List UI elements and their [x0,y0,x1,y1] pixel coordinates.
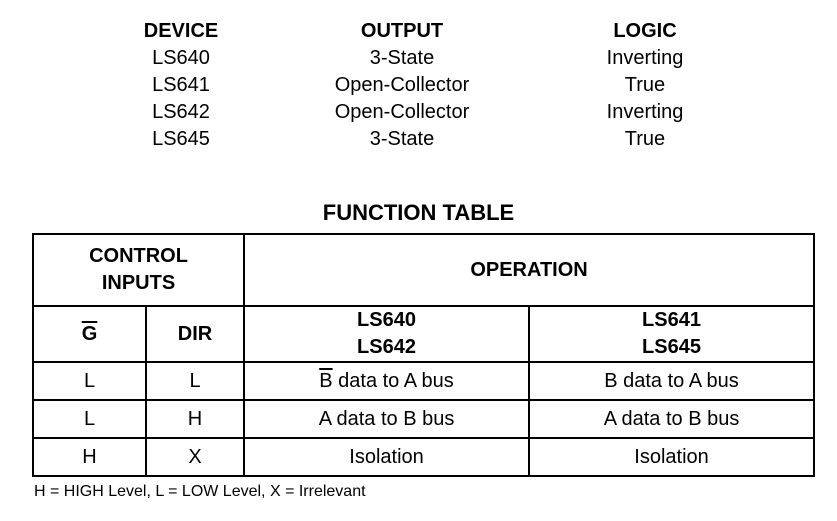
dir-cell: X [146,438,244,476]
g-cell: L [33,400,146,438]
group1-header [244,306,529,362]
table-header-row [33,234,814,306]
op1-text: data to A bus [332,369,454,392]
device-output: 3-State [369,128,435,150]
dir-cell: L [146,362,244,400]
function-table-title: FUNCTION TABLE [322,200,515,225]
op2-cell: Isolation [529,438,814,476]
op2-cell: B data to A bus [529,362,814,400]
g-cell: H [33,438,146,476]
table-row [33,400,814,438]
device-name: LS645 [152,128,210,150]
device-list [0,18,837,153]
op1-cell: A data to B bus [244,400,529,438]
device-row [0,45,837,72]
device-output: Open-Collector [334,101,470,123]
operation-header: OPERATION [244,234,814,306]
op1-cell [244,362,529,400]
control-inputs-line2: INPUTS [101,272,176,294]
device-name: LS640 [152,47,210,69]
device-name: LS641 [152,74,210,96]
device-output: 3-State [369,47,435,69]
dir-header: DIR [146,306,244,362]
device-logic: True [624,128,666,150]
device-logic: Inverting [606,101,684,123]
g-header [33,306,146,362]
table-row [33,438,814,476]
g-cell: L [33,362,146,400]
device-row [0,126,837,153]
device-logic: Inverting [606,47,684,69]
function-table [32,233,815,477]
device-header: DEVICE [143,20,219,42]
output-header: OUTPUT [360,20,444,42]
group2-line1: LS641 [642,309,701,331]
device-output: Open-Collector [334,74,470,96]
op1-cell: Isolation [244,438,529,476]
op2-cell: A data to B bus [529,400,814,438]
table-row [33,362,814,400]
group1-line2: LS642 [357,336,416,358]
device-list-header [0,18,837,45]
device-row [0,99,837,126]
device-name: LS642 [152,101,210,123]
dir-cell: H [146,400,244,438]
b-bar-label: $\overline{B}$ [319,369,333,392]
device-logic: True [624,74,666,96]
control-inputs-header [33,234,244,306]
group1-line1: LS640 [357,309,416,331]
control-inputs-line1: CONTROL [89,245,188,267]
group2-header [529,306,814,362]
g-label: $\overline{G}$ [81,322,98,345]
table-subheader-row [33,306,814,362]
group2-line2: LS645 [642,336,701,358]
device-row [0,72,837,99]
logic-header: LOGIC [613,20,677,42]
legend-note: H = HIGH Level, L = LOW Level, X = Irrelevant [34,483,366,500]
